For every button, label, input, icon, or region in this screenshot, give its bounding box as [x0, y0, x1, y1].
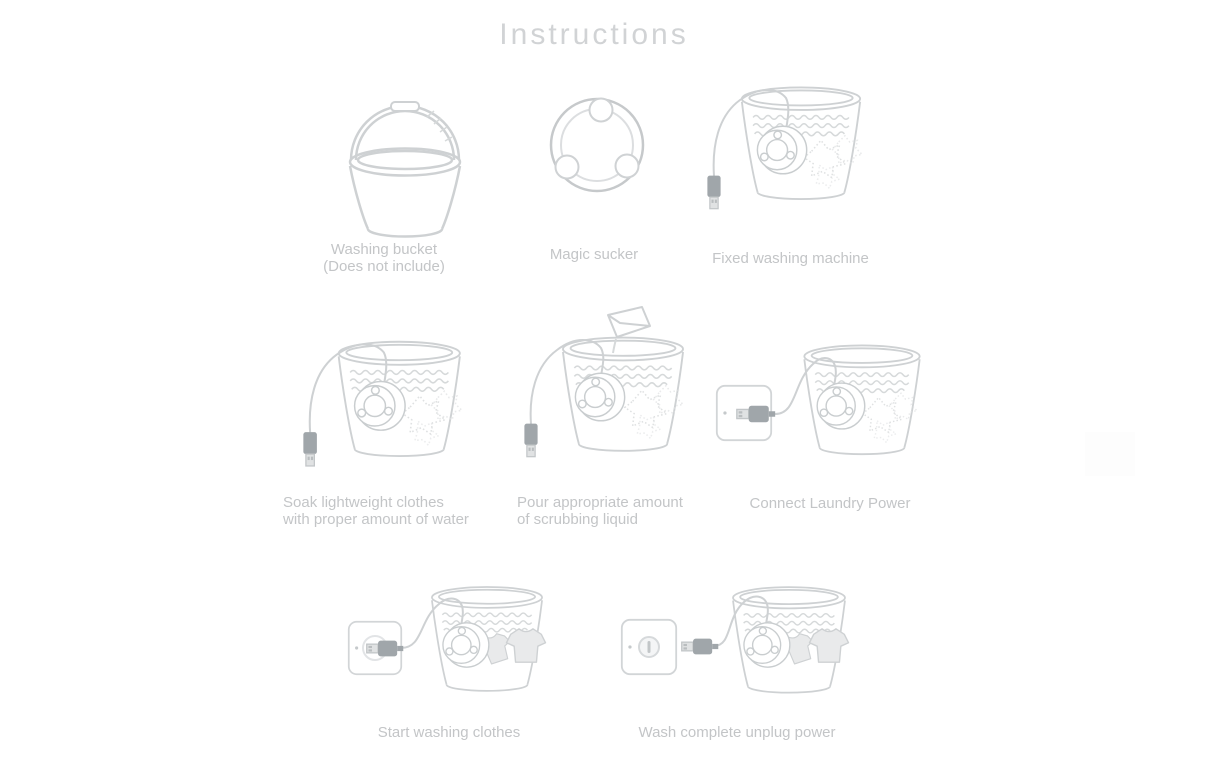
step-3-caption [698, 250, 883, 267]
caption-line: Connect Laundry Power [749, 495, 911, 512]
bucket-with-handle-illustration [330, 72, 480, 242]
bucket-with-device-usb-illustration [700, 76, 880, 238]
step-3-figure [700, 76, 880, 238]
step-8-figure [618, 578, 863, 720]
scan-artifact [1085, 432, 1135, 476]
caption-line: Magic sucker [549, 246, 639, 263]
step-8-caption [622, 724, 852, 741]
caption-line: Pour appropriate amount [517, 494, 683, 511]
step-7-caption [359, 724, 539, 741]
page-title: Instructions [499, 18, 689, 51]
bucket-washing-clothes-illustration [345, 578, 560, 720]
bucket-pour-detergent-illustration [513, 306, 709, 490]
caption-line: Washing bucket [330, 241, 438, 258]
magic-sucker-illustration [540, 94, 655, 200]
step-7-figure [345, 578, 560, 720]
caption-line: with proper amount of water [283, 511, 469, 528]
step-2-figure [540, 94, 655, 200]
step-4-figure [292, 330, 484, 496]
caption-line: Wash complete unplug power [638, 724, 836, 741]
step-6-figure [713, 332, 939, 490]
step-2-caption [519, 246, 669, 263]
step-6-caption [737, 495, 923, 512]
step-5-figure [513, 306, 709, 490]
step-4-caption [283, 494, 508, 528]
bucket-unplugged-socket-illustration [618, 578, 863, 720]
caption-line: Start washing clothes [377, 724, 521, 741]
bucket-plugged-socket-illustration [713, 332, 939, 490]
caption-line: of scrubbing liquid [517, 511, 638, 528]
step-1-caption [294, 241, 474, 275]
step-1-figure [330, 72, 480, 242]
caption-line: Soak lightweight clothes [283, 494, 444, 511]
step-5-caption [517, 494, 732, 528]
caption-line: (Does not include) [323, 258, 445, 275]
caption-line: Fixed washing machine [712, 250, 869, 267]
bucket-soaking-usb-illustration [292, 330, 484, 496]
